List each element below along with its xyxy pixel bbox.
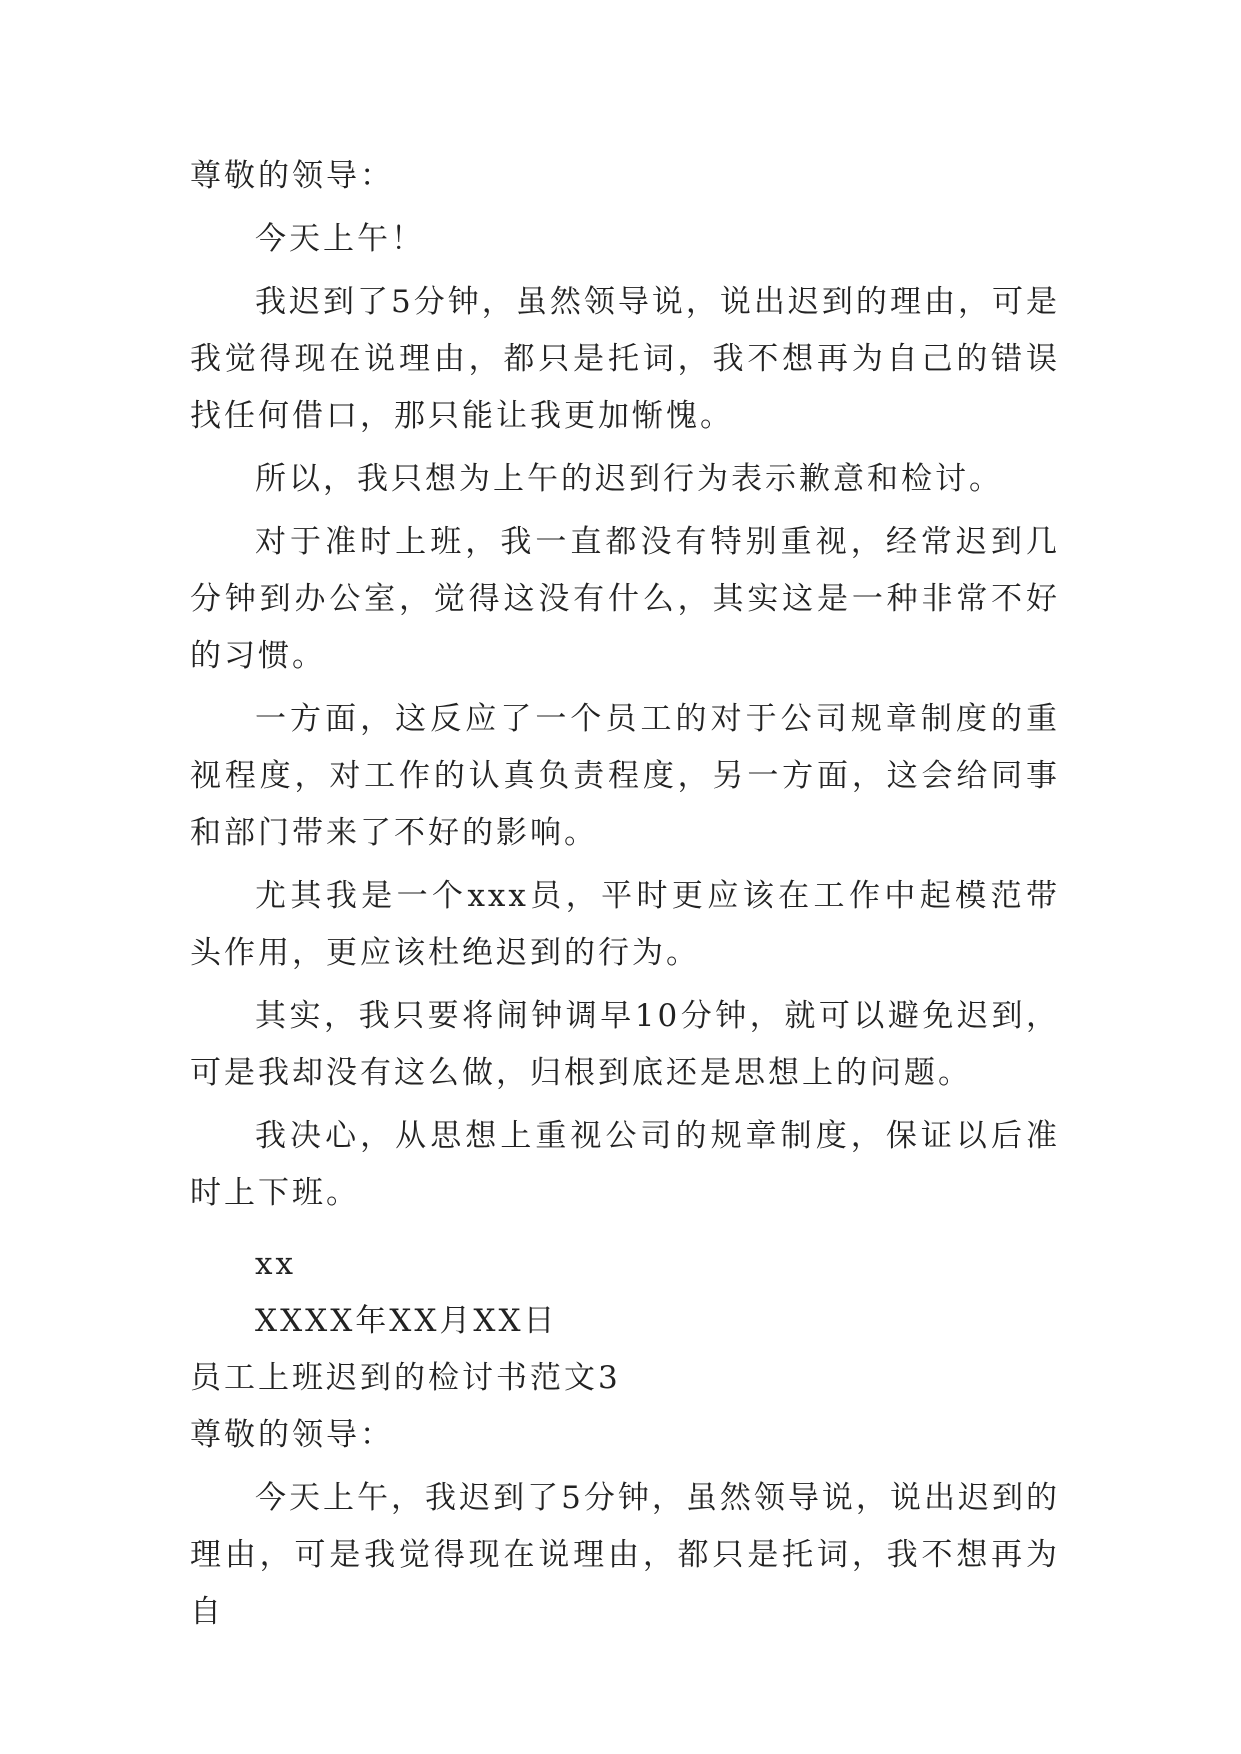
paragraph: 今天上午，我迟到了5分钟，虽然领导说，说出迟到的理由，可是我觉得现在说理由，都只是托词，我不想再为自 — [190, 1480, 1060, 1630]
opening-line: 今天上午！ — [255, 221, 425, 257]
paragraph: 其实，我只要将闹钟调早10分钟，就可以避免迟到，可是我却没有这么做，归根到底还是思想上的问题。 — [190, 998, 1060, 1091]
signature: xx — [255, 1246, 296, 1282]
paragraph: 我决心，从思想上重视公司的规章制度，保证以后准时上下班。 — [190, 1118, 1060, 1211]
paragraph: 我迟到了5分钟，虽然领导说，说出迟到的理由，可是我觉得现在说理由，都只是托词，我不想再为自己的错误找任何借口，那只能让我更加惭愧。 — [190, 284, 1060, 434]
paragraph: 所以，我只想为上午的迟到行为表示歉意和检讨。 — [255, 461, 1003, 497]
paragraph: 一方面，这反应了一个员工的对于公司规章制度的重视程度，对工作的认真负责程度，另一方面，这会给同事和部门带来了不好的影响。 — [190, 701, 1060, 851]
paragraph: 对于准时上班，我一直都没有特别重视，经常迟到几分钟到办公室，觉得这没有什么，其实这是一种非常不好的习惯。 — [190, 524, 1060, 674]
date-line: XXXX年XX月XX日 — [255, 1303, 558, 1339]
salutation: 尊敬的领导： — [190, 158, 394, 194]
paragraph: 尤其我是一个xxx员，平时更应该在工作中起模范带头作用，更应该杜绝迟到的行为。 — [190, 878, 1060, 971]
section-title: 员工上班迟到的检讨书范文3 — [190, 1360, 621, 1396]
salutation: 尊敬的领导： — [190, 1417, 394, 1453]
document-body — [190, 148, 1060, 1641]
